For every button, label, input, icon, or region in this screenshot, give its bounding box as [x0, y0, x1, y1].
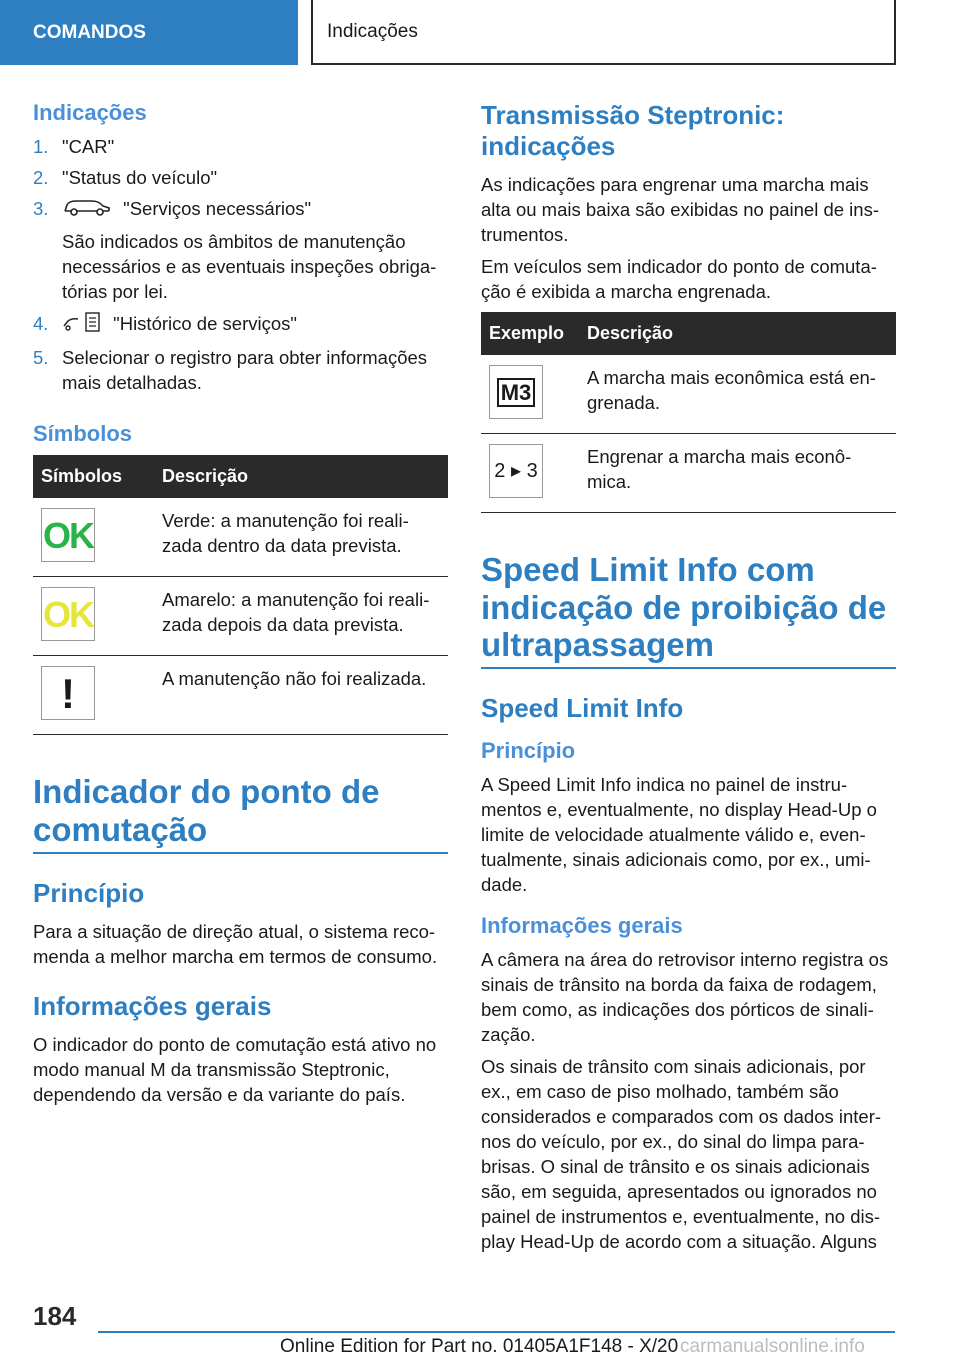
gear-m3-icon: M3 — [489, 365, 543, 419]
header-section-tab: COMANDOS — [0, 0, 298, 65]
list-number: 3. — [33, 198, 49, 219]
simbolos-heading: Símbolos — [33, 421, 133, 447]
indicador-title: Indicador do ponto de comutação — [33, 773, 448, 854]
car-service-icon — [62, 197, 112, 223]
table-row — [33, 498, 448, 577]
steptronic-paragraph: As indicações para engrenar uma marcha mais alta ou mais baixa são exibidas no painel de instrumentos. — [481, 174, 880, 246]
list-item — [33, 345, 448, 395]
list-text: "Serviços necessários" — [123, 198, 312, 219]
indicacoes-list — [33, 134, 448, 395]
gear-upshift-icon: 2 ▸ 3 — [489, 444, 543, 498]
exclamation-icon: ! — [41, 666, 95, 720]
right-column — [481, 100, 896, 1261]
list-number: 2. — [33, 167, 49, 188]
steptronic-heading: Transmissão Steptronic: indicações — [481, 100, 785, 162]
watermark: carmanualsonline.info — [680, 1336, 865, 1357]
list-number: 4. — [33, 313, 49, 335]
list-text: "Status do veículo" — [62, 167, 218, 188]
informacoes-heading: Informações gerais — [481, 913, 683, 939]
speed-limit-title: Speed Limit Info com indicação de proibição de ultrapassagem — [481, 551, 896, 669]
gear-table — [481, 312, 896, 513]
list-text: "Histórico de serviços" — [113, 313, 297, 335]
footer-divider — [98, 1331, 895, 1333]
informacoes-heading: Informações gerais — [33, 990, 272, 1021]
table-row — [33, 656, 448, 735]
list-number: 5. — [33, 347, 49, 369]
speed-limit-subtitle: Speed Limit Info — [481, 693, 684, 724]
principio-text: Para a situação de direção atual, o sistema recomenda a melhor marcha em termos de consumo. — [33, 920, 438, 967]
list-text: "CAR" — [62, 136, 115, 157]
header-title: Indicações — [311, 0, 896, 65]
list-item — [33, 196, 448, 304]
informacoes-text: O indicador do ponto de comutação está ativo no modo manual M da transmissão Steptronic, dependendo da versão e da variante do país. — [33, 1034, 437, 1106]
ok-green-icon: OK — [41, 508, 95, 562]
list-text: Selecionar o registro para obter informações mais detalhadas. — [62, 347, 428, 394]
table-row — [33, 577, 448, 656]
table-row — [481, 434, 896, 513]
steptronic-paragraph: Em veículos sem indicador do ponto de comutação é exibida a marcha engrenada. — [481, 256, 877, 303]
list-number: 1. — [33, 136, 49, 157]
service-history-icon — [62, 311, 102, 339]
footer-edition: Online Edition for Part no. 01405A1F148 - X/20 — [280, 1336, 679, 1357]
list-item — [33, 311, 448, 339]
informacoes-paragraph: Os sinais de trânsito com sinais adicionais, por ex., em caso de piso molhado, também são considerados e comparados com os dados internos do veículo, por ex., do sinal do limpa para-brisas. O sinal de trânsito e os sinais adicionais são, em seguida, apresentados ou ignorados no painel de instrumentos e, eventualmente, no display Head-Up de acordo com a situação. Alguns — [481, 1056, 882, 1253]
table-row — [481, 355, 896, 434]
indicacoes-heading: Indicações — [33, 100, 147, 125]
list-extra-text: São indicados os âmbitos de manutenção necessários e as eventuais inspeções obrigatórias por lei. — [62, 231, 437, 303]
list-item — [33, 134, 448, 159]
table-cell: A manutenção não foi realizada. — [154, 656, 448, 735]
table-cell: Amarelo: a manutenção foi realizada depois da data prevista. — [154, 577, 448, 656]
table-header: Exemplo — [481, 312, 579, 355]
principio-heading: Princípio — [481, 738, 576, 764]
principio-heading: Princípio — [33, 877, 145, 908]
informacoes-paragraph: A câmera na área do retrovisor interno registra os sinais de trânsito na borda da faixa de rodagem, bem como, as indicações dos pórticos de sinalização. — [481, 949, 889, 1046]
table-header: Descrição — [579, 312, 896, 355]
ok-yellow-icon: OK — [41, 587, 95, 641]
symbols-table — [33, 455, 448, 735]
table-header: Símbolos — [33, 455, 154, 498]
left-column — [33, 100, 448, 1114]
table-cell: Verde: a manutenção foi realizada dentro da data prevista. — [154, 498, 448, 577]
list-item — [33, 165, 448, 190]
table-cell: A marcha mais econômica está engrenada. — [579, 355, 896, 434]
table-cell: Engrenar a marcha mais econômica. — [579, 434, 896, 513]
table-header: Descrição — [154, 455, 448, 498]
principio-text: A Speed Limit Info indica no painel de instrumentos e, eventualmente, no display Head-Up o limite de velocidade atualmente válido e, eventualmente, sinais adicionais como, por ex., umidade. — [481, 774, 877, 896]
page-number: 184 — [33, 1301, 77, 1331]
